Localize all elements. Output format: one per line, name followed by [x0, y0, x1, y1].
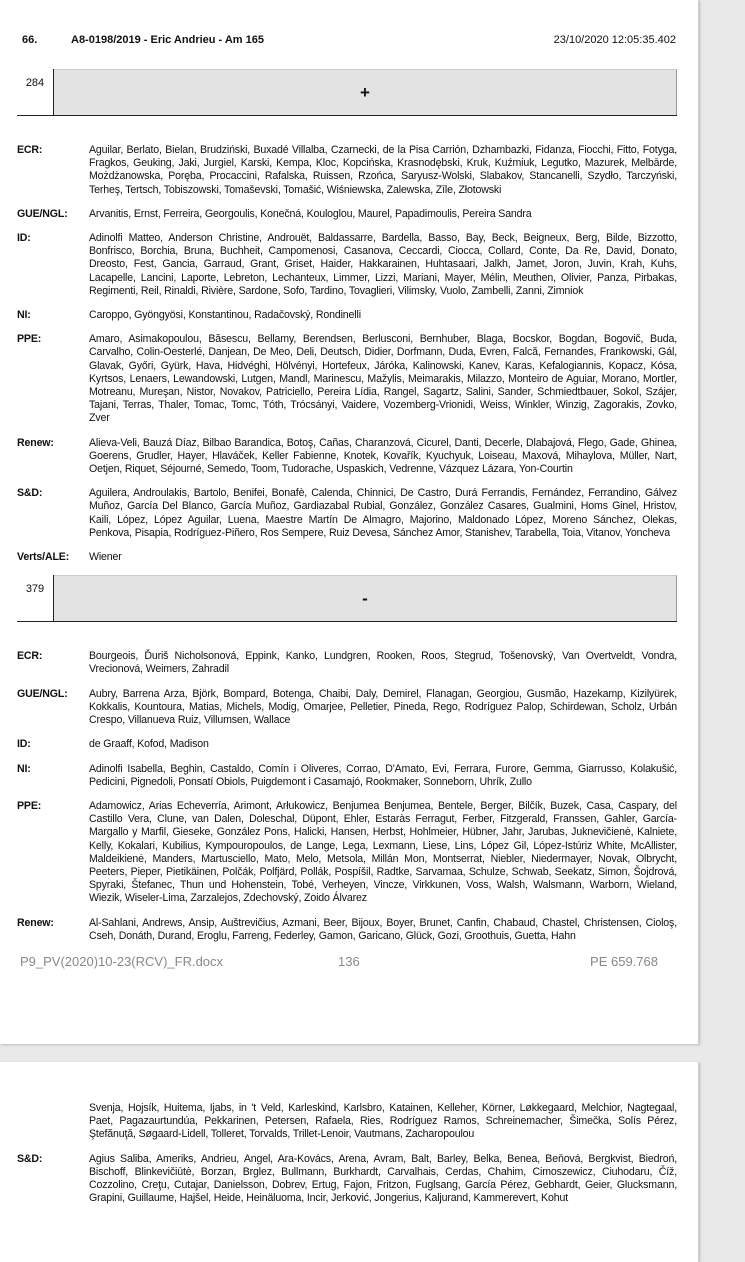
group-list-continued	[17, 1102, 677, 1205]
vote-title: A8-0198/2019 - Eric Andrieu - Am 165	[71, 34, 264, 46]
group-row-ni	[17, 763, 677, 789]
member-names: Amaro, Asimakopoulou, Băsescu, Bellamy, Berendsen, Berlusconi, Bernhuber, Blaga, Bocskor, Bogdan, Bogovič, Buda, Carvalho, Colin-Oesterlé, Danjean, De Meo, Deli, Deutsch, Didier, Dorfmann, Duda, Evren, Falcă, Fernandes, Frankowski, Gál, Glavak, Győri, Gyürk, Hava, Hidvéghi, Hölvényi, Hortefeux, Járóka, Kalinowski, Kanev, Karas, Kefalogiannis, Kopacz, Kósa, Kyrtsos, Lenaers, Lewandowski, Lutgen, Mandl, Marinescu, Mažylis, Meimarakis, Milazzo, Monteiro de Aguiar, Morano, Mortler, Motreanu, Mureşan, Nistor, Novakov, Patriciello, Pereira Lídia, Rangel, Sagartz, Salini, Sander, Schmiedtbauer, Sokol, Szájer, Tajani, Terras, Thaler, Tomac, Tomc, Tóth, Trócsányi, Vaidere, Vozemberg-Vrionidi, Weiss, Winkler, Winzig, Zagorakis, Zovko, Zver	[89, 333, 677, 425]
member-names: Aguilera, Androulakis, Bartolo, Benifei, Bonafè, Calenda, Chinnici, De Castro, Durá Ferrandis, Fernández, Ferrandino, Gálvez Muñoz, García Del Blanco, García Muñoz, Gardiazabal Rubial, González, González Casares, Gualmini, Homs Ginel, Hristov, Kaili, López, López Aguilar, Luena, Maestre Martín De Almagro, Majorino, Maldonado López, Moreno Sánchez, Olekas, Penkova, Pisapia, Rodríguez-Piñero, Ros Sempere, Ruiz Devesa, Sánchez Amor, Stanishev, Tarabella, Toia, Vitanov, Yoncheva	[89, 487, 677, 539]
group-label: S&D:	[17, 487, 43, 500]
group-row-renew	[17, 917, 677, 943]
vote-bar-against	[54, 575, 677, 621]
vote-header	[22, 34, 676, 48]
footer-document-name: P9_PV(2020)10-23(RCV)_FR.docx	[20, 953, 224, 969]
group-label: NI:	[17, 762, 31, 775]
group-row-sd	[17, 487, 677, 540]
footer-page-number: 136	[338, 953, 360, 969]
group-list-against	[17, 650, 677, 943]
group-row-ecr	[17, 144, 677, 197]
group-label: PPE:	[17, 333, 42, 346]
group-row-continued	[17, 1102, 677, 1142]
group-row-ecr	[17, 650, 677, 676]
group-label: ECR:	[17, 650, 43, 663]
group-row-id	[17, 232, 677, 298]
footer-reference: PE 659.768	[590, 953, 658, 969]
member-names: Al-Sahlani, Andrews, Ansip, Auštrevičius, Azmani, Beer, Bijoux, Boyer, Brunet, Canfin, Chabaud, Chastel, Christensen, Cioloş, Cseh, Donáth, Durand, Eroglu, Farreng, Federley, Gamon, Garicano, Glück, Gozi, Groothuis, Guetta, Hahn	[89, 916, 677, 942]
group-row-id	[17, 738, 677, 751]
group-row-ni	[17, 309, 677, 322]
vote-bar-for	[54, 69, 677, 115]
member-names: Aubry, Barrena Arza, Björk, Bompard, Botenga, Chaibi, Daly, Demirel, Flanagan, Georgiou, Gusmão, Hazekamp, Kizilyürek, Kokkalis, Kountoura, Matias, Michels, Modig, Omarjee, Pelletier, Pineda, Rego, Rodríguez Palop, Schirdewan, Scholz, Urbán Crespo, Villanueva Ruiz, Villumsen, Wallace	[89, 687, 677, 727]
plus-symbol: +	[360, 83, 370, 102]
vote-box-for	[17, 69, 677, 116]
group-row-vertsale	[17, 551, 677, 564]
group-label: GUE/NGL:	[17, 207, 68, 220]
group-label: Renew:	[17, 916, 54, 929]
group-label: ID:	[17, 232, 31, 245]
vote-count-for: 284	[17, 69, 54, 115]
member-names: Caroppo, Gyöngyösi, Konstantinou, Radačovský, Rondinelli	[89, 309, 361, 322]
group-row-renew	[17, 437, 677, 477]
group-row-guengl	[17, 688, 677, 728]
group-label: GUE/NGL:	[17, 687, 68, 700]
member-names: Adinolfi Matteo, Anderson Christine, Androuët, Baldassarre, Bardella, Basso, Bay, Beck, Beigneux, Berg, Bilde, Bizzotto, Bonfrisco, Borchia, Bruna, Buchheit, Campomenosi, Casanova, Ceccardi, Ciocca, Collard, Conte, Da Re, David, Donato, Dreosto, Fest, Gancia, Garraud, Grant, Griset, Haider, Hakkarainen, Huhtasaari, Jalkh, Jamet, Joron, Juvin, Krah, Kuhs, Lacapelle, Lancini, Laporte, Lebreton, Lechanteux, Limmer, Lizzi, Mariani, Mayer, Mélin, Meuthen, Olivier, Panza, Pirbakas, Regimenti, Reil, Rinaldi, Rivière, Sardone, Sofo, Tardino, Tovaglieri, Vilimsky, Vuolo, Zambelli, Zanni, Zimniok	[89, 232, 677, 297]
group-row-sd	[17, 1153, 677, 1206]
member-names: Adamowicz, Arias Echeverría, Arimont, Arłukowicz, Benjumea Benjumea, Bentele, Berger, Bilčík, Buzek, Casa, Caspary, del Castillo Vera, Clune, van Dalen, Doleschal, Düpont, Ehler, Estaràs Ferragut, Ferber, Fitzgerald, Franssen, Gahler, García-Margallo y Marfil, Gieseke, González Pons, Halicki, Hansen, Herbst, Hohlmeier, Hübner, Jahr, Jarubas, Juknevičienė, Kalniete, Kelly, Kokalari, Kubilius, Kympouropoulos, de Lange, Lega, Lexmann, Liese, Lins, López Gil, López-Istúriz White, McAllister, Maldeikienė, Manders, Martusciello, Mato, Melo, Metsola, Millán Mon, Montserrat, Niebler, Niedermayer, Novak, Olbrycht, Peeters, Pieper, Pietikäinen, Polčák, Polfjärd, Pollák, Pospíšil, Radtke, Sarvamaa, Schulze, Schwab, Seekatz, Simon, Šojdrová, Spyraki, Štefanec, Thun und Hohenstein, Tobé, Verheyen, Vincze, Virkkunen, Voss, Walsh, Walsmann, Warborn, Wieland, Wiezik, Wiseler-Lima, Zarzalejos, Zdechovský, Zoido Álvarez	[89, 799, 677, 905]
group-label: Verts/ALE:	[17, 551, 70, 564]
document-page-137	[0, 1062, 699, 1262]
group-row-ppe	[17, 800, 677, 906]
member-names: Wiener	[89, 551, 122, 564]
member-names: Adinolfi Isabella, Beghin, Castaldo, Comín i Oliveres, Corrao, D'Amato, Evi, Ferrara, Furore, Gemma, Giarrusso, Kolakušić, Pedicini, Pignedoli, Ponsatí Obiols, Puigdemont i Casamajó, Rookmaker, Sonneborn, Uhrík, Zullo	[89, 762, 677, 788]
group-list-for	[17, 144, 677, 564]
member-names: Arvanitis, Ernst, Ferreira, Georgoulis, Konečná, Kouloglou, Maurel, Papadimoulis, Pereira Sandra	[89, 207, 532, 220]
minus-symbol: -	[362, 589, 368, 609]
vote-box-against	[17, 575, 677, 622]
page-footer	[20, 954, 658, 972]
group-row-guengl	[17, 208, 677, 221]
member-names: Bourgeois, Ďuriš Nicholsonová, Eppink, Kanko, Lundgren, Rooken, Roos, Stegrud, Tošenovský, Van Overtveldt, Vondra, Vrecionová, Weimers, Zahradil	[89, 650, 677, 676]
group-label: PPE:	[17, 799, 42, 812]
member-names: Agius Saliba, Ameriks, Andrieu, Angel, Ara-Kovács, Arena, Avram, Balt, Barley, Belka, Benea, Beňová, Bergkvist, Biedroń, Bischoff, Blinkevičiūtė, Borzan, Brglez, Bullmann, Burkhardt, Carvalhais, Cerdas, Chahim, Cimoszewicz, Ciuhodaru, Číž, Cozzolino, Creţu, Cutajar, Danielsson, Dobrev, Ertug, Fajon, Fritzon, Fuglsang, García Pérez, Gebhardt, Geier, Glucksmann, Grapini, Guillaume, Hajšel, Heide, Heinäluoma, Incir, Jerković, Jongerius, Kaljurand, Kammerevert, Kohut	[89, 1152, 677, 1205]
member-names: Svenja, Hojsík, Huitema, Ijabs, in 't Veld, Karleskind, Karlsbro, Katainen, Kelleher, Körner, Løkkegaard, Melchior, Nagtegaal, Paet, Pagazaurtundúa, Pekkarinen, Petersen, Rafaela, Ries, Rodríguez Ramos, Schreinemacher, Šimečka, Solís Pérez, Ştefănuţă, Søgaard-Lidell, Tolleret, Torvalds, Trillet-Lenoir, Vautmans, Zacharopoulou	[89, 1102, 677, 1141]
group-label: NI:	[17, 309, 31, 322]
member-names: de Graaff, Kofod, Madison	[89, 738, 209, 751]
group-label: S&D:	[17, 1152, 43, 1165]
member-names: Alieva-Veli, Bauzá Díaz, Bilbao Barandica, Botoş, Cañas, Charanzová, Cicurel, Danti, Decerle, Dlabajová, Flego, Gade, Ghinea, Goerens, Grudler, Hayer, Hlaváček, Keller Fabienne, Knotek, Kovařík, Kyuchyuk, Loiseau, Maxová, Mihaylova, Müller, Nart, Oetjen, Riquet, Séjourné, Semedo, Toom, Tudorache, Uspaskich, Vedrenne, Vázquez Lázara, Yon-Courtin	[89, 436, 677, 476]
vote-timestamp: 23/10/2020 12:05:35.402	[553, 34, 676, 46]
group-row-ppe	[17, 333, 677, 425]
group-label: ECR:	[17, 144, 43, 156]
group-label: Renew:	[17, 436, 54, 449]
member-names: Aguilar, Berlato, Bielan, Brudziński, Buxadé Villalba, Czarnecki, de la Pisa Carrión, Dzhambazki, Fidanza, Fiocchi, Fitto, Fotyga, Fragkos, Geuking, Jaki, Jurgiel, Karski, Kempa, Kloc, Kopcińska, Krasnodębski, Kruk, Kuźmiuk, Legutko, Mazurek, Melbārde, Możdżanowska, Poręba, Procaccini, Rafalska, Ruissen, Rzońca, Saryusz-Wolski, Slabakov, Stancanelli, Szydło, Tarczyński, Terheş, Tertsch, Tobiszowski, Tomaševski, Tomašić, Wiśniewska, Zalewska, Zīle, Złotowski	[89, 144, 677, 196]
group-label	[17, 1102, 89, 1142]
vote-count-against: 379	[17, 575, 54, 621]
group-label: ID:	[17, 738, 31, 751]
vote-number: 66.	[22, 34, 38, 46]
